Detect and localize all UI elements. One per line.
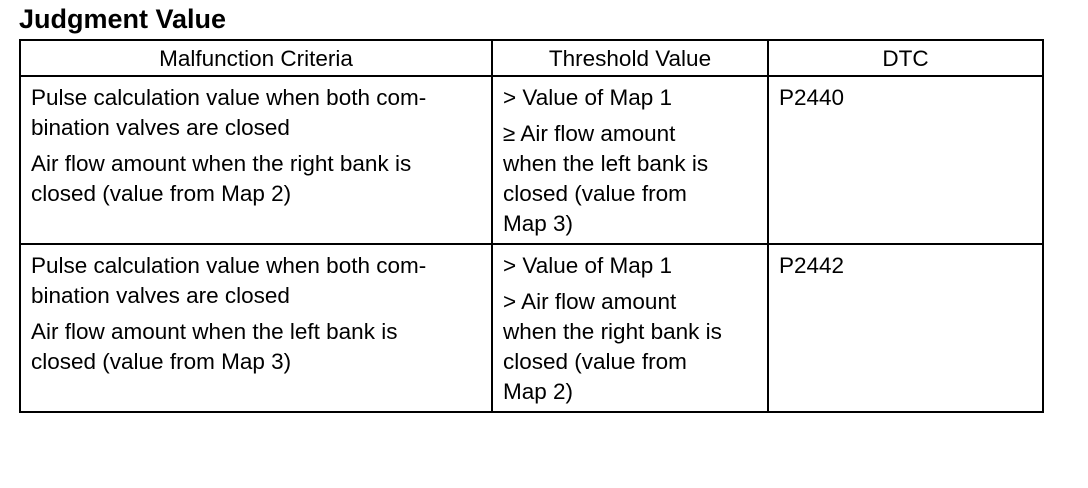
threshold-text: > Value of Map 1 bbox=[503, 253, 673, 278]
column-header-threshold-value: Threshold Value bbox=[492, 40, 768, 76]
column-header-dtc: DTC bbox=[768, 40, 1043, 76]
threshold-text: ≥ Air flow amount when the left bank is closed (value from Map 3) bbox=[503, 121, 709, 236]
threshold-text: > Air flow amount when the right bank is closed (value from Map 2) bbox=[503, 289, 722, 404]
dtc-code: P2440 bbox=[779, 85, 845, 110]
criteria-text: Air flow amount when the left bank is closed (value from Map 3) bbox=[31, 319, 398, 374]
threshold-value-cell bbox=[492, 76, 768, 244]
dtc-cell bbox=[768, 76, 1043, 244]
malfunction-criteria-cell bbox=[20, 76, 492, 244]
criteria-text: Pulse calculation value when both com- bination valves are closed bbox=[31, 253, 427, 308]
dtc-code: P2442 bbox=[779, 253, 845, 278]
judgment-value-table bbox=[19, 39, 1044, 413]
column-header-malfunction-criteria: Malfunction Criteria bbox=[20, 40, 492, 76]
table-row bbox=[20, 244, 1043, 412]
malfunction-criteria-cell bbox=[20, 244, 492, 412]
table-header-row bbox=[20, 40, 1043, 76]
criteria-text: Pulse calculation value when both com- bination valves are closed bbox=[31, 85, 427, 140]
criteria-text: Air flow amount when the right bank is closed (value from Map 2) bbox=[31, 151, 412, 206]
dtc-cell bbox=[768, 244, 1043, 412]
page-title: Judgment Value bbox=[19, 4, 227, 34]
table-row bbox=[20, 76, 1043, 244]
threshold-value-cell bbox=[492, 244, 768, 412]
threshold-text: > Value of Map 1 bbox=[503, 85, 673, 110]
